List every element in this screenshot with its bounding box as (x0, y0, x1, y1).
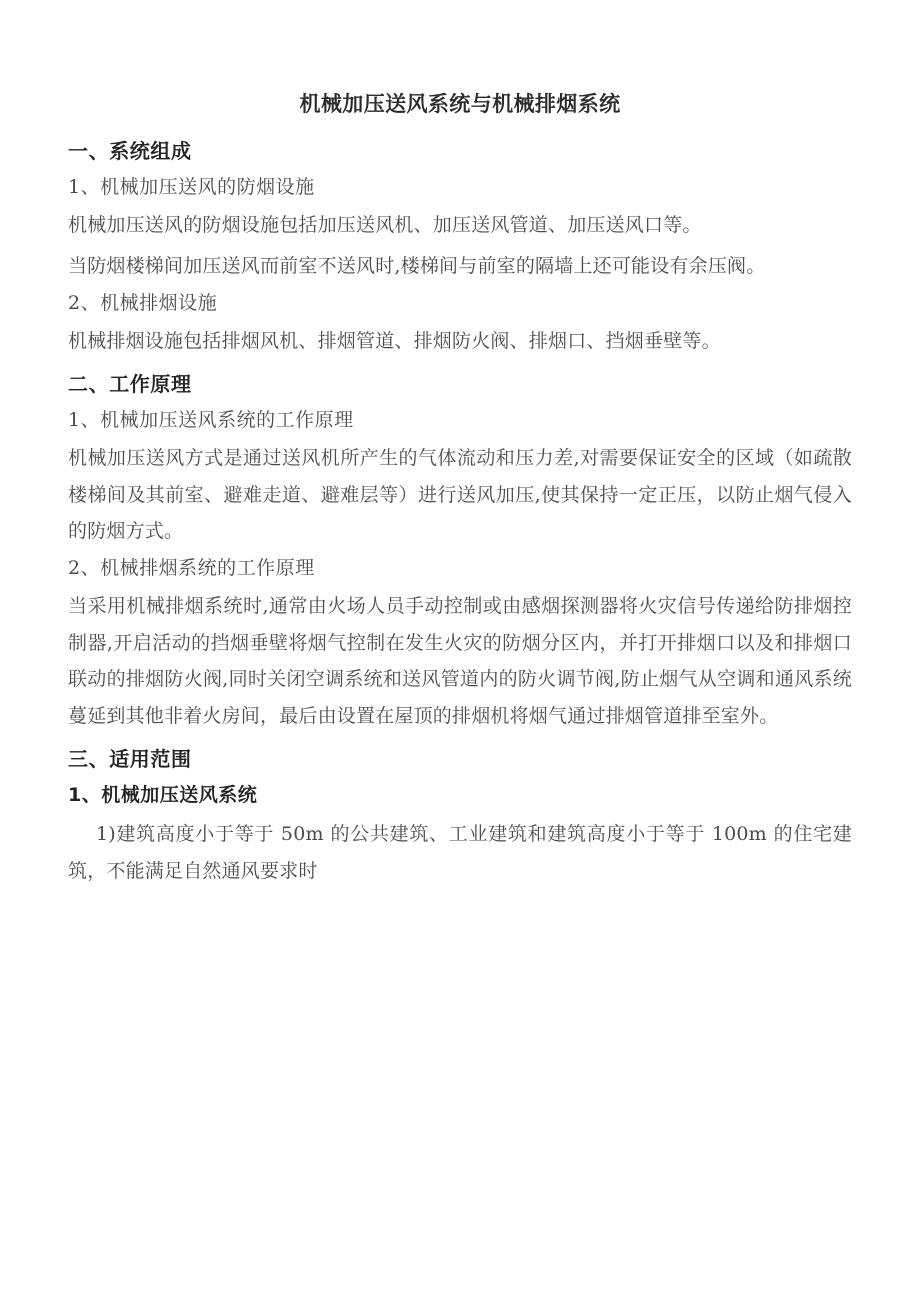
document-body (68, 90, 852, 893)
paragraph-1-1-2: 当防烟楼梯间加压送风而前室不送风时,楼梯间与前室的隔墙上还可能设有余压阀。 (68, 254, 766, 277)
subsection-label-2-1: 1、机械加压送风系统的工作原理 (68, 409, 354, 432)
document-title: 机械加压送风系统与机械排烟系统 (299, 92, 621, 116)
section-heading-2: 二、工作原理 (68, 372, 192, 397)
paragraph-2-2-1: 当采用机械排烟系统时,通常由火场人员手动控制或由感烟探测器将火灾信号传递给防排烟控制器,开启活动的挡烟垂壁将烟气控制在发生火灾的防烟分区内，并打开排烟口以及和排烟口联动的排烟防火阀,同时关闭空调系统和送风管道内的防火调节阀,防止烟气从空调和通风系统蔓延到其他非着火房间，最后由设置在屋顶的排烟机将烟气通过排烟管道排至室外。 (68, 595, 852, 727)
paragraph-2-1-1: 机械加压送风方式是通过送风机所产生的气体流动和压力差,对需要保证安全的区域（如疏散楼梯间及其前室、避难走道、避难层等）进行送风加压,使其保持一定正压，以防止烟气侵入的防烟方式。 (68, 447, 852, 542)
paragraph-1-1-1: 机械加压送风的防烟设施包括加压送风机、加压送风管道、加压送风口等。 (68, 214, 702, 237)
subsection-label-1-1: 1、机械加压送风的防烟设施 (68, 176, 315, 199)
paragraph-3-1-1: 1)建筑高度小于等于 50m 的公共建筑、工业建筑和建筑高度小于等于 100m 的住宅建筑，不能满足自然通风要求时 (68, 823, 852, 882)
paragraph-1-2-1: 机械排烟设施包括排烟风机、排烟管道、排烟防火阀、排烟口、挡烟垂壁等。 (68, 329, 721, 352)
subsection-label-1-2: 2、机械排烟设施 (68, 292, 218, 315)
section-heading-3: 三、适用范围 (68, 747, 192, 772)
subsection-label-3-1: 1、机械加压送风系统 (68, 784, 258, 807)
subsection-label-2-2: 2、机械排烟系统的工作原理 (68, 557, 315, 580)
section-heading-1: 一、系统组成 (68, 139, 192, 164)
